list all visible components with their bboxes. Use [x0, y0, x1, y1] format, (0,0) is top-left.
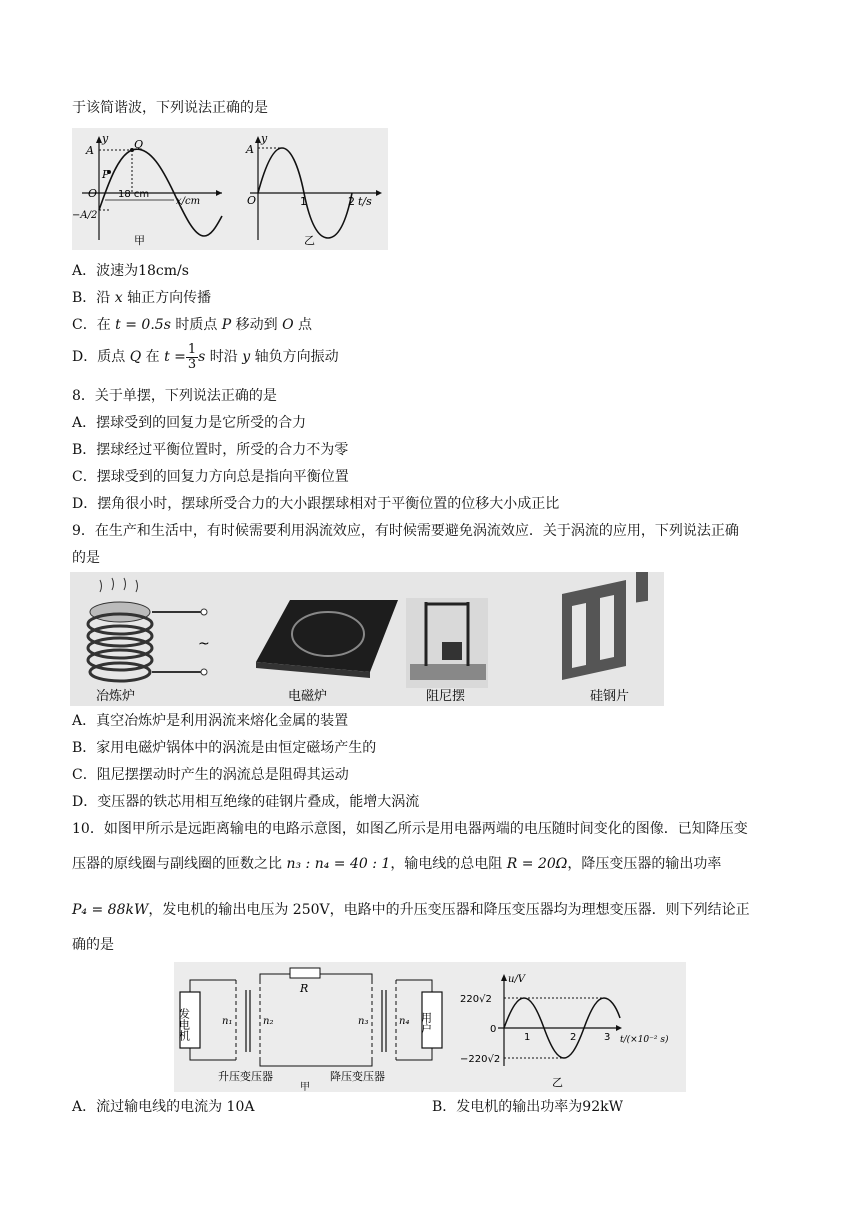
label-o: O [247, 194, 257, 207]
q10-option-a: A．流过输电线的电流为 10A [72, 1099, 255, 1115]
vibration-graph-yi [232, 128, 388, 250]
t-axis-arrow [616, 1025, 622, 1031]
text: 时质点 [170, 317, 222, 333]
text: 点 [293, 317, 313, 333]
q7-option-d [72, 342, 339, 372]
label-a: A [246, 143, 254, 156]
wire [396, 1048, 432, 1060]
zero-label: 0 [490, 1024, 497, 1035]
q7-option-c [72, 315, 312, 335]
math-t: t = 0.5s [115, 317, 171, 333]
photo-label-steel: 硅钢片 [590, 689, 630, 704]
user-label: 用户 [419, 1012, 433, 1034]
text: 压器的原线圈与副线圈的匝数之比 [72, 856, 287, 872]
math-resistance: R = 20Ω [506, 856, 568, 872]
label-a: A [86, 144, 94, 157]
fraction [186, 343, 198, 372]
eddy-current-photos [70, 572, 664, 706]
x-axis-arrow [216, 190, 222, 196]
label-p: P [102, 168, 110, 181]
tick-2: 2 [348, 195, 355, 208]
var-y: y [242, 349, 251, 365]
unit-s: s [198, 349, 206, 365]
eddy-current-photos-svg [70, 572, 664, 706]
q9-option-b: B．家用电磁炉锅体中的涡流是由恒定磁场产生的 [72, 740, 377, 756]
q9-option-a: A．真空冶炼炉是利用涡流来熔化金属的装置 [72, 713, 349, 729]
wire [320, 974, 372, 980]
label-n2: n₂ [263, 1016, 274, 1027]
step-up-label: 升压变压器 [218, 1070, 273, 1083]
caption-jia: 甲 [300, 1082, 310, 1092]
tick-1: 1 [524, 1032, 531, 1043]
var-p: P [221, 317, 232, 333]
text: C．在 [72, 317, 116, 333]
label-y: y [261, 132, 268, 145]
question-stem-continuation: 于该简谐波，下列说法正确的是 [72, 100, 268, 116]
q9-stem-line1: 9．在生产和生活中，有时候需要利用涡流效应，有时候需要避免涡流效应．关于涡流的应用，下列说法正确 [72, 523, 739, 539]
q8-option-d: D．摆角很小时，摆球所受合力的大小跟摆球相对于平衡位置的位移大小成正比 [72, 496, 560, 512]
label-q: Q [134, 138, 144, 151]
label-18cm: 18 cm [118, 189, 150, 200]
wave-graph-jia-svg [72, 128, 232, 250]
q8-option-c: C．摆球受到的回复力方向总是指向平衡位置 [72, 469, 349, 485]
caption-jia: 甲 [134, 234, 145, 247]
tick-2: 2 [570, 1032, 577, 1043]
label-y: y [102, 132, 109, 145]
q7-option-a: A．波速为18cm/s [72, 263, 189, 279]
q10-stem-line2 [72, 854, 721, 874]
label-o: O [88, 187, 98, 200]
label-x-cm: x/cm [176, 196, 201, 207]
u-axis-arrow [501, 974, 507, 981]
q8-option-a: A．摆球受到的回复力是它所受的合力 [72, 415, 307, 431]
q8-option-b: B．摆球经过平衡位置时，所受的合力不为零 [72, 442, 349, 458]
t-axis-arrow [376, 190, 382, 196]
transmission-circuit-svg [174, 962, 460, 1092]
silicon-steel-illustration [562, 572, 648, 680]
text: 在 [141, 349, 165, 365]
wire [260, 974, 290, 980]
furnace-coil-illustration [88, 578, 207, 681]
q7-option-b [72, 288, 211, 308]
wire [396, 980, 432, 992]
trough-label: −220√2 [460, 1054, 501, 1065]
t-label: t/(×10⁻² s) [620, 1035, 669, 1045]
label-n4: n₄ [399, 1016, 410, 1027]
tick-3: 3 [604, 1032, 611, 1043]
photo-label-cooker: 电磁炉 [288, 689, 328, 704]
q10-stem-line3 [72, 900, 750, 920]
text: ，发电机的输出电压为 250V，电路中的升压变压器和降压变压器均为理想变压器．则下列结论正 [148, 902, 750, 918]
text: 移动到 [231, 317, 283, 333]
vibration-graph-yi-svg [232, 128, 388, 250]
ac-tilde: ~ [198, 636, 210, 652]
denominator: 3 [187, 356, 197, 372]
q9-option-c: C．阻尼摆摆动时产生的涡流总是阻碍其运动 [72, 767, 349, 783]
resistor [290, 968, 320, 978]
transmission-circuit-jia [174, 962, 460, 1092]
label-n3: n₃ [358, 1016, 369, 1027]
q9-option-d: D．变压器的铁芯用相互绝缘的硅钢片叠成，能增大涡流 [72, 794, 420, 810]
wire [260, 1060, 372, 1066]
voltage-graph-yi [460, 962, 686, 1092]
damping-pendulum-illustration [406, 598, 488, 688]
text: ，降压变压器的输出功率 [567, 856, 722, 872]
math-t: t = [164, 349, 186, 365]
q10-stem-line1: 10．如图甲所示是远距离输电的电路示意图，如图乙所示是用电器两端的电压随时间变化的图像．已知降压变 [72, 821, 748, 837]
label-r: R [300, 982, 309, 995]
text: 轴负方向振动 [250, 349, 339, 365]
math-turns-ratio: n₃ : n₄ = 40 : 1 [286, 856, 391, 872]
label-n1: n₁ [222, 1016, 233, 1027]
voltage-graph-svg [460, 962, 686, 1092]
peak-label: 220√2 [460, 994, 492, 1005]
var-o: O [282, 317, 294, 333]
induction-cooker-illustration [256, 600, 398, 678]
wire [190, 1048, 236, 1060]
caption-yi: 乙 [552, 1076, 563, 1089]
q10-stem-line4: 确的是 [72, 937, 114, 953]
text: 轴正方向传播 [122, 290, 212, 306]
u-label: u/V [508, 974, 526, 985]
text: B．沿 [72, 290, 115, 306]
wire [190, 980, 236, 992]
text: D．质点 [72, 349, 130, 365]
q9-stem-line2: 的是 [72, 550, 100, 566]
caption-yi: 乙 [304, 234, 315, 247]
photo-label-pendulum: 阻尼摆 [426, 689, 466, 704]
text: 时沿 [205, 349, 243, 365]
text: ，输电线的总电阻 [390, 856, 507, 872]
wave-graph-jia [72, 128, 232, 250]
label-t-s: t/s [358, 195, 372, 208]
math-power: P₄ = 88kW [72, 902, 149, 918]
q8-stem: 8．关于单摆，下列说法正确的是 [72, 388, 277, 404]
numerator: 1 [187, 341, 197, 357]
q10-option-b: B．发电机的输出功率为92kW [432, 1099, 623, 1115]
step-down-label: 降压变压器 [330, 1070, 385, 1083]
tick-1: 1 [300, 195, 307, 208]
generator-label: 发电机 [177, 1008, 191, 1041]
var-q: Q [129, 349, 142, 365]
photo-label-furnace: 冶炼炉 [96, 689, 136, 704]
var-x: x [114, 290, 123, 306]
label-minus-a-half: −A/2 [72, 210, 98, 221]
